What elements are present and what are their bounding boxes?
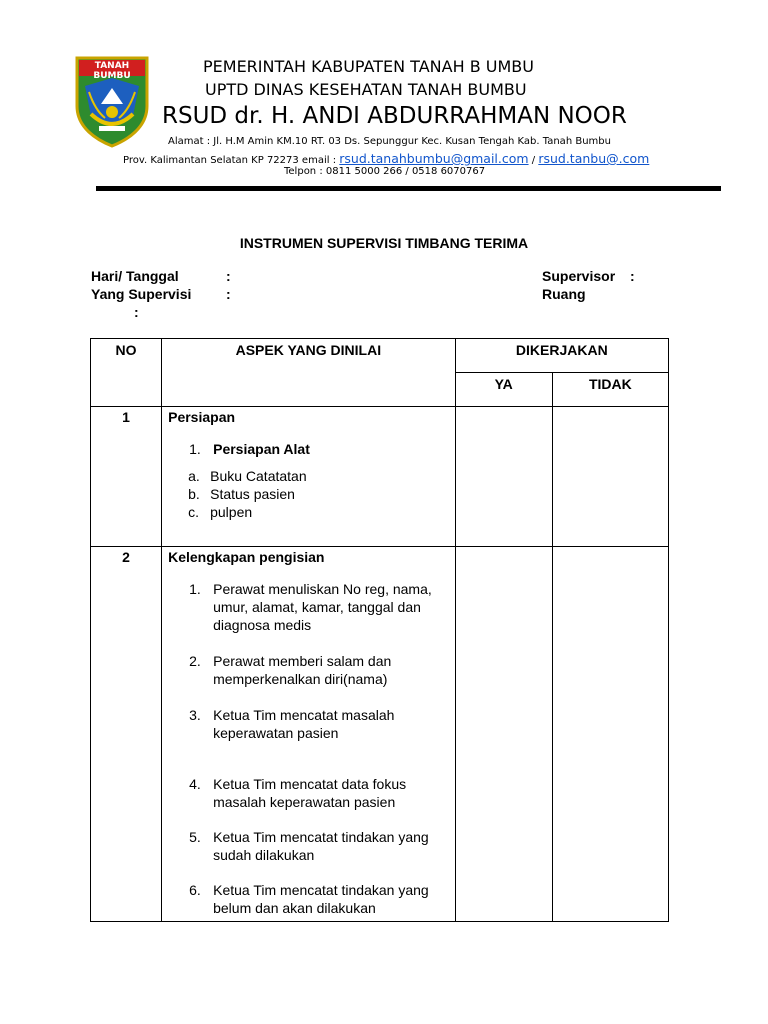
hospital-name: RSUD dr. H. ANDI ABDURRAHMAN NOOR: [162, 103, 627, 129]
row-number: 1: [91, 407, 162, 547]
sub-title: Persiapan Alat: [213, 441, 310, 457]
section-title: Kelengkapan pengisian: [168, 549, 325, 565]
email-link-2[interactable]: rsud.tanbu@.com: [538, 151, 650, 166]
row-aspek: [162, 407, 456, 547]
header-dikerjakan: DIKERJAKAN: [455, 339, 668, 373]
hari-tanggal-label: Hari/ Tanggal: [91, 268, 179, 284]
tidak-cell[interactable]: [552, 407, 668, 547]
list-item: 3. Ketua Tim mencatat masalah keperawatan pasien: [189, 707, 395, 741]
list-item: b. Status pasien: [188, 486, 295, 502]
list-item: 5. Ketua Tim mencatat tindakan yang sudah dilakukan: [189, 829, 429, 863]
ruang-label: Ruang: [542, 286, 586, 302]
list-item: 2. Perawat memberi salam dan memperkenalkan diri(nama): [189, 653, 392, 687]
address-line: Alamat : Jl. H.M Amin KM.10 RT. 03 Ds. Sepunggur Kec. Kusan Tengah Kab. Tanah Bumbu: [168, 136, 611, 147]
ya-cell[interactable]: [455, 547, 552, 922]
supervisor-colon: :: [630, 268, 635, 284]
document-title: INSTRUMEN SUPERVISI TIMBANG TERIMA: [239, 235, 529, 251]
header-line-2: UPTD DINAS KESEHATAN TANAH BUMBU: [205, 80, 527, 99]
sub-list: [162, 440, 455, 458]
list-item: 6. Ketua Tim mencatat tindakan yang belum dan akan dilakukan: [189, 882, 429, 916]
yang-supervisi-colon: :: [226, 286, 231, 302]
address-province: Prov. Kalimantan Selatan KP 72273 email :: [123, 155, 340, 166]
header-ya: YA: [455, 373, 552, 407]
list-item: 4. Ketua Tim mencatat data fokus masalah keperawatan pasien: [189, 776, 407, 810]
address-email-line: [123, 151, 649, 166]
header-no: NO: [91, 339, 162, 407]
supervision-table: [90, 338, 669, 922]
section-title: Persiapan: [168, 409, 236, 425]
header-divider: [96, 186, 721, 191]
logo-text: TANAH BUMBU: [93, 61, 131, 81]
header-tidak: TIDAK: [552, 373, 668, 407]
email-link-1[interactable]: rsud.tanahbumbu@gmail.com: [339, 151, 529, 166]
phone-line: Telpon : 0811 5000 266 / 0518 6070767: [284, 166, 486, 177]
item-list: [162, 580, 455, 917]
row-aspek: [162, 547, 456, 922]
yang-supervisi-label: Yang Supervisi: [91, 286, 192, 302]
tidak-cell[interactable]: [552, 547, 668, 922]
ya-cell[interactable]: [455, 407, 552, 547]
list-item: 1. Perawat menuliskan No reg, nama, umur, alamat, kamar, tanggal dan diagnosa medis: [189, 581, 432, 633]
list-item: c. pulpen: [188, 504, 253, 520]
tanah-bumbu-logo: [75, 56, 149, 148]
email-separator: /: [528, 155, 539, 166]
row-number: 2: [91, 547, 162, 922]
table-row: [91, 407, 669, 547]
header-aspek: ASPEK YANG DINILAI: [162, 339, 456, 407]
table-row: [91, 547, 669, 922]
item-list: [162, 467, 455, 521]
list-item: 1. Persiapan Alat: [189, 441, 310, 457]
supervisor-label: Supervisor: [542, 268, 616, 284]
hari-tanggal-colon: :: [226, 268, 231, 284]
list-item: a. Buku Catatatan: [188, 468, 307, 484]
header-line-1: PEMERINTAH KABUPATEN TANAH B UMBU: [203, 57, 534, 76]
wrapped-colon: :: [134, 304, 139, 320]
